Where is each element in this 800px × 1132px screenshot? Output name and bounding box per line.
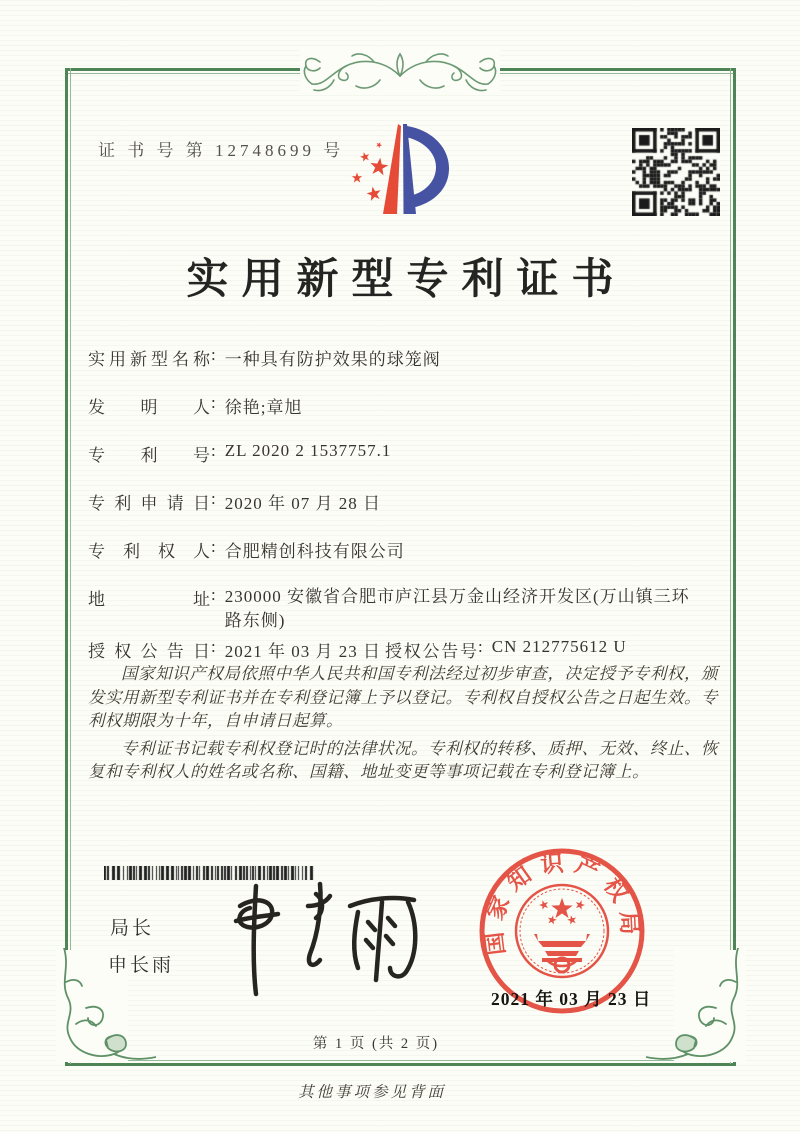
- field-colon: :: [211, 441, 216, 460]
- legal-text-block: [88, 662, 718, 788]
- field-label: 地址: [88, 590, 210, 609]
- border-bottom: [65, 1060, 736, 1066]
- director-signature-icon: [212, 876, 437, 1006]
- qr-code-icon: [632, 128, 720, 216]
- border-right: [730, 68, 736, 1064]
- field-colon: :: [211, 637, 216, 656]
- certificate-number: 证 书 号 第 12748699 号: [98, 141, 345, 160]
- field-row-grant-number: [385, 637, 627, 662]
- field-row-inventor: [88, 393, 302, 418]
- field-row-address: [88, 585, 695, 633]
- field-label: 发明人: [88, 398, 210, 417]
- field-value: 合肥精创科技有限公司: [224, 542, 405, 561]
- seal-date: 2021 年 03 月 23 日: [491, 989, 652, 1009]
- field-colon: :: [211, 585, 216, 604]
- legal-paragraph-1: 国家知识产权局依照中华人民共和国专利法经过初步审查，决定授予专利权，颁发实用新型专利证书并在专利登记簿上予以登记。专利权自授权公告之日起生效。专利权期限为十年，自申请日起算。: [88, 664, 718, 730]
- field-label: 专利申请日: [88, 494, 210, 513]
- field-label: 专利号: [88, 446, 210, 465]
- field-row-filing-date: [88, 489, 381, 514]
- director-title: 局长: [110, 918, 155, 939]
- field-row-utility-model-name: [88, 345, 441, 370]
- field-value: ZL 2020 2 1537757.1: [224, 441, 392, 460]
- field-value: CN 212775612 U: [491, 637, 627, 656]
- field-colon: :: [211, 489, 216, 508]
- field-value: 230000 安徽省合肥市庐江县万金山经济开发区(万山镇三环路东侧): [224, 587, 690, 630]
- field-colon: :: [478, 637, 483, 656]
- top-border-ornament-icon: [284, 46, 516, 98]
- director-name: 申长雨: [108, 955, 175, 976]
- field-label: 专利权人: [88, 542, 210, 561]
- field-value: 2021 年 03 月 23 日: [224, 642, 381, 661]
- field-label: 授权公告日: [88, 642, 210, 661]
- legal-paragraph-2: 专利证书记载专利权登记时的法律状况。专利权的转移、质押、无效、终止、恢复和专利权人的姓名或名称、国籍、地址变更等事项记载在专利登记簿上。: [88, 738, 718, 781]
- certificate-title: 实用新型专利证书: [186, 257, 627, 303]
- field-value: 一种具有防护效果的球笼阀: [224, 350, 441, 369]
- border-left: [65, 68, 71, 1064]
- cnipa-logo-icon: [336, 114, 466, 236]
- page-number: 第 1 页 (共 2 页): [312, 1036, 440, 1052]
- seal-text: 国家知识产权局: [480, 850, 643, 957]
- field-colon: :: [211, 345, 216, 364]
- field-value: 徐艳;章旭: [224, 398, 303, 417]
- field-row-patent-number: [88, 441, 391, 466]
- field-value: 2020 年 07 月 28 日: [224, 494, 381, 513]
- back-side-note: 其他事项参见背面: [297, 1084, 446, 1101]
- field-label: 授权公告号: [385, 642, 477, 661]
- field-row-grant-date: [88, 637, 381, 662]
- field-row-patentee: [88, 537, 405, 562]
- field-label: 实用新型名称: [88, 350, 210, 369]
- field-colon: :: [211, 537, 216, 556]
- field-colon: :: [211, 393, 216, 412]
